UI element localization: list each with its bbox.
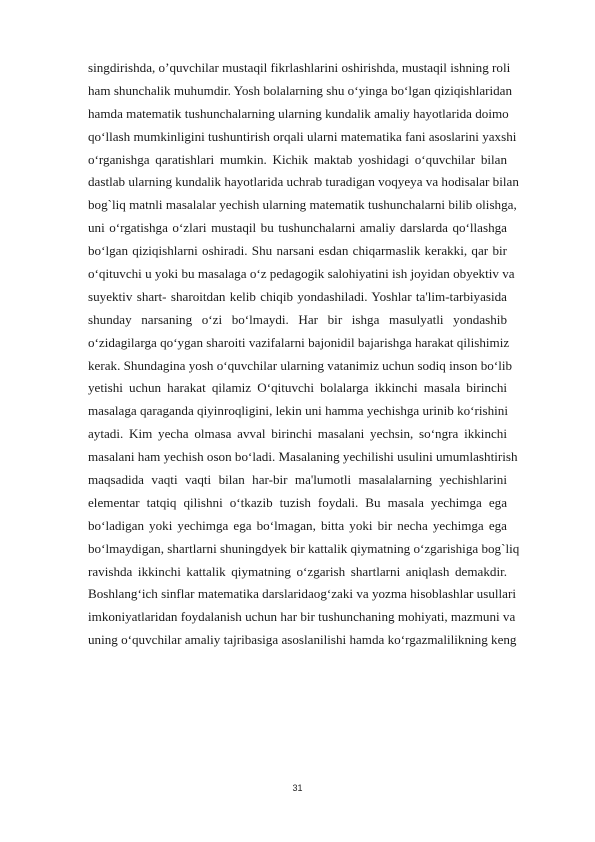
body-text (88, 57, 520, 652)
text-line: dastlab ularning kundalik hayotlarida uchrab turadigan voqyeya va hodisalar bilan (88, 174, 519, 190)
text-line: elementar tatqiq qilishni o‘tkazib tuzish foydali. Bu masala yechimga ega (88, 494, 507, 510)
page-number: 31 (292, 783, 303, 793)
text-line: bog`liq matnli masalalar yechish ularning matematik tushunchalarni bilib olishga, (88, 197, 517, 213)
text-line: shunday narsaning o‘zi bo‘lmaydi. Har bir ishga masulyatli yondashib (88, 311, 507, 327)
text-line: ravishda ikkinchi kattalik qiymatning o‘zgarish shartlarni aniqlash demakdir. (88, 563, 507, 579)
text-line: bo‘lgan qiziqishlarni oshiradi. Shu narsani esdan chiqarmaslik kerakki, qar bir (88, 243, 507, 259)
text-line: yetishi uchun harakat qilamiz O‘qituvchi bolalarga ikkinchi masala birinchi (88, 380, 507, 396)
text-line: Boshlang‘ich sinflar matematika darslaridaog‘zaki va yozma hisoblashlar usullari (88, 586, 516, 602)
text-line: ham shunchalik muhumdir. Yosh bolalarning shu o‘yinga bo‘lgan qiziqishlaridan (88, 82, 513, 98)
text-line: bo‘lmaydigan, shartlarni shuningdyek bir kattalik qiymatning o‘zgarishiga bog`liq (88, 540, 520, 556)
text-line: masalaga qaraganda qiyinroqligini, lekin uni hamma yechishga urinib ko‘rishini (88, 403, 508, 419)
text-line: o‘qituvchi u yoki bu masalaga o‘z pedagogik salohiyatini ish joyidan obyektiv va (88, 266, 515, 282)
text-line: bo‘ladigan yoki yechimga ega bo‘lmagan, bitta yoki bir necha yechimga ega (88, 517, 507, 533)
text-line: kerak. Shundagina yosh o‘quvchilar ularning vatanimiz uchun sodiq inson bo‘lib (88, 357, 513, 373)
text-line: suyektiv shart- sharoitdan kelib chiqib yondashiladi. Yoshlar ta'lim-tarbiyasida (88, 288, 507, 304)
text-line: aytadi. Kim yecha olmasa avval birinchi masalani yechsin, so‘ngra ikkinchi (88, 426, 507, 442)
text-line: o‘zidagilarga qo‘ygan sharoiti vazifalarni bajonidil bajarishga harakat qilishimiz (88, 334, 510, 350)
text-line: maqsadida vaqti vaqti bilan har-bir ma'lumotli masalalarning yechishlarini (88, 472, 507, 488)
text-line: masalani ham yechish oson bo‘ladi. Masalaning yechilishi usulini umumlashtirish (88, 449, 518, 465)
text-line: hamda matematik tushunchalarning ularning kundalik amaliy hayotlarida doimo (88, 105, 509, 121)
text-line: o‘rganishga qaratishlari mumkin. Kichik maktab yoshidagi o‘quvchilar bilan (88, 151, 507, 167)
text-line: imkoniyatlaridan foydalanish uchun har bir tushunchaning mohiyati, mazmuni va (88, 609, 516, 625)
text-line: singdirishda, o’quvchilar mustaqil fikrlashlarini oshirishda, mustaqil ishning roli (88, 60, 511, 75)
text-line: qo‘llash mumkinligini tushuntirish orqali ularni matematika fani asoslarini yaxshi (88, 128, 517, 144)
text-line: uni o‘rgatishga o‘zlari mustaqil bu tushunchalarni amaliy darslarda qo‘llashga (88, 220, 507, 236)
text-line: uning o‘quvchilar amaliy tajribasiga asoslanilishi hamda ko‘rgazmalilikning keng (88, 632, 517, 648)
